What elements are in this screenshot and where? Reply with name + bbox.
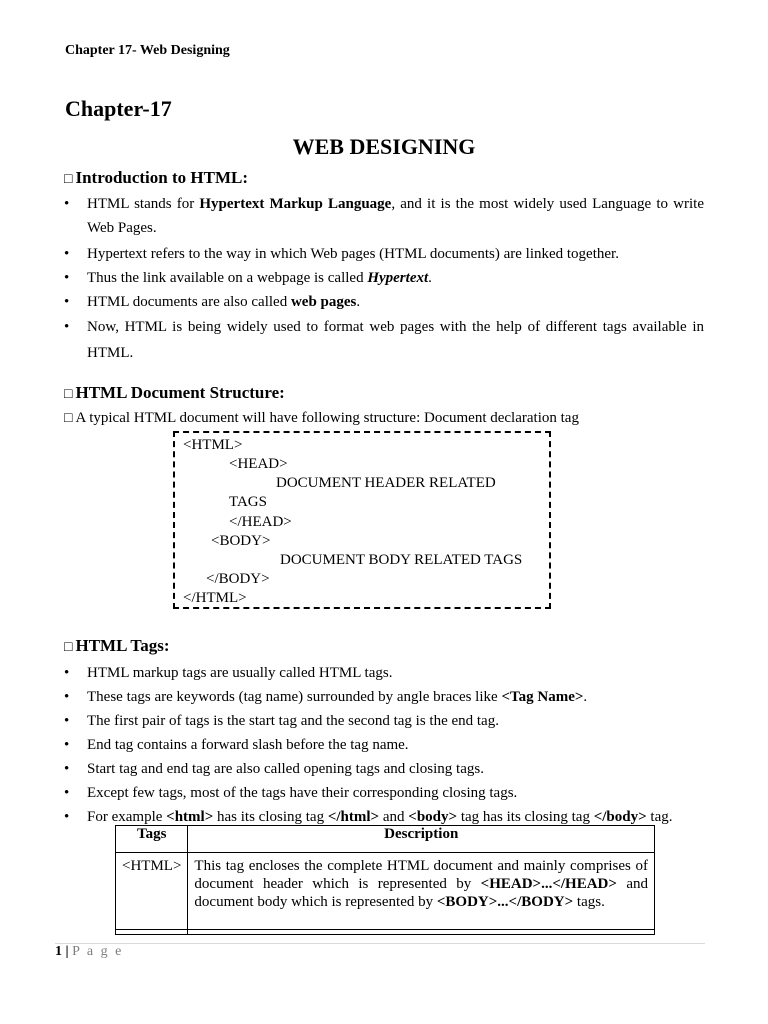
table-header-row (116, 826, 655, 853)
checkbox-glyph-icon: □ (64, 172, 73, 187)
checkbox-glyph-icon: □ (64, 640, 73, 655)
bullet-icon: • (64, 665, 70, 681)
main-title: WEB DESIGNING (292, 134, 476, 159)
tags-bullet-list (64, 661, 704, 829)
list-item: • These tags are keywords (tag name) surrounded by angle braces like <Tag Name>. (64, 685, 704, 709)
section-heading-structure: □ HTML Document Structure: (64, 383, 285, 402)
code-line: DOCUMENT HEADER RELATED (276, 475, 496, 491)
intro-bullet-list (64, 192, 704, 366)
list-item: • Hypertext refers to the way in which Web pages (HTML documents) are linked together. (64, 242, 704, 266)
bullet-icon: • (64, 785, 70, 801)
checkbox-glyph-icon: □ (64, 387, 73, 402)
table-cell-tag: <HTML> (116, 853, 188, 930)
code-line: </HTML> (183, 590, 247, 606)
list-item: • The first pair of tags is the start tag and the second tag is the end tag. (64, 709, 704, 733)
section-heading-intro: □ Introduction to HTML: (64, 168, 249, 187)
list-item: • Except few tags, most of the tags have their corresponding closing tags. (64, 781, 704, 805)
list-item: • Now, HTML is being widely used to format web pages with the help of different tags available in HTML. (64, 314, 704, 366)
table-header-tags: Tags (116, 826, 188, 853)
code-line: <HEAD> (229, 456, 288, 472)
table-header-description: Description (188, 826, 655, 853)
code-line: DOCUMENT BODY RELATED TAGS (280, 552, 523, 568)
bullet-icon: • (64, 713, 70, 729)
footer-divider (55, 943, 705, 944)
code-structure-box (173, 431, 551, 609)
code-line: <HTML> (183, 437, 243, 453)
table-cell-description: This tag encloses the complete HTML document and mainly comprises of document header which is represented by <HEAD>...</HEAD> and document body which is represented by <BODY>...</BODY> tags. (188, 853, 655, 930)
checkbox-glyph-icon: □ (64, 411, 73, 426)
tags-table (115, 825, 655, 935)
code-line: TAGS (229, 494, 267, 510)
bullet-icon: • (64, 809, 70, 825)
list-item: • End tag contains a forward slash before the tag name. (64, 733, 704, 757)
bullet-icon: • (64, 294, 70, 310)
bullet-icon: • (64, 196, 70, 212)
bullet-icon: • (64, 319, 70, 335)
code-line: </BODY> (206, 571, 270, 587)
chapter-title: Chapter-17 (65, 96, 172, 121)
list-item: • HTML markup tags are usually called HTML tags. (64, 661, 704, 685)
bullet-icon: • (64, 689, 70, 705)
running-header: Chapter 17- Web Designing (65, 43, 230, 58)
bullet-icon: • (64, 246, 70, 262)
list-item: • For example <html> has its closing tag </html> and <body> tag has its closing tag </body> tag. (64, 805, 704, 829)
table-row (116, 853, 655, 930)
bullet-icon: • (64, 270, 70, 286)
structure-lead-text: □ A typical HTML document will have following structure: Document declaration tag (64, 410, 579, 426)
page-label: P a g e (72, 944, 124, 959)
bullet-icon: • (64, 737, 70, 753)
bullet-icon: • (64, 761, 70, 777)
table-cell-empty (116, 930, 188, 935)
table-cell-empty (188, 930, 655, 935)
section-heading-tags: □ HTML Tags: (64, 636, 170, 655)
list-item: • HTML documents are also called web pages. (64, 290, 704, 314)
page-number: 1 (55, 944, 62, 959)
table-row (116, 930, 655, 935)
list-item: • Start tag and end tag are also called opening tags and closing tags. (64, 757, 704, 781)
list-item: • Thus the link available on a webpage is called Hypertext. (64, 266, 704, 290)
code-line: <BODY> (211, 533, 271, 549)
page-footer: 1 | P a g e (55, 944, 124, 959)
list-item: • HTML stands for Hypertext Markup Language, and it is the most widely used Language to write Web Pages. (64, 192, 704, 240)
code-line: </HEAD> (229, 514, 292, 530)
